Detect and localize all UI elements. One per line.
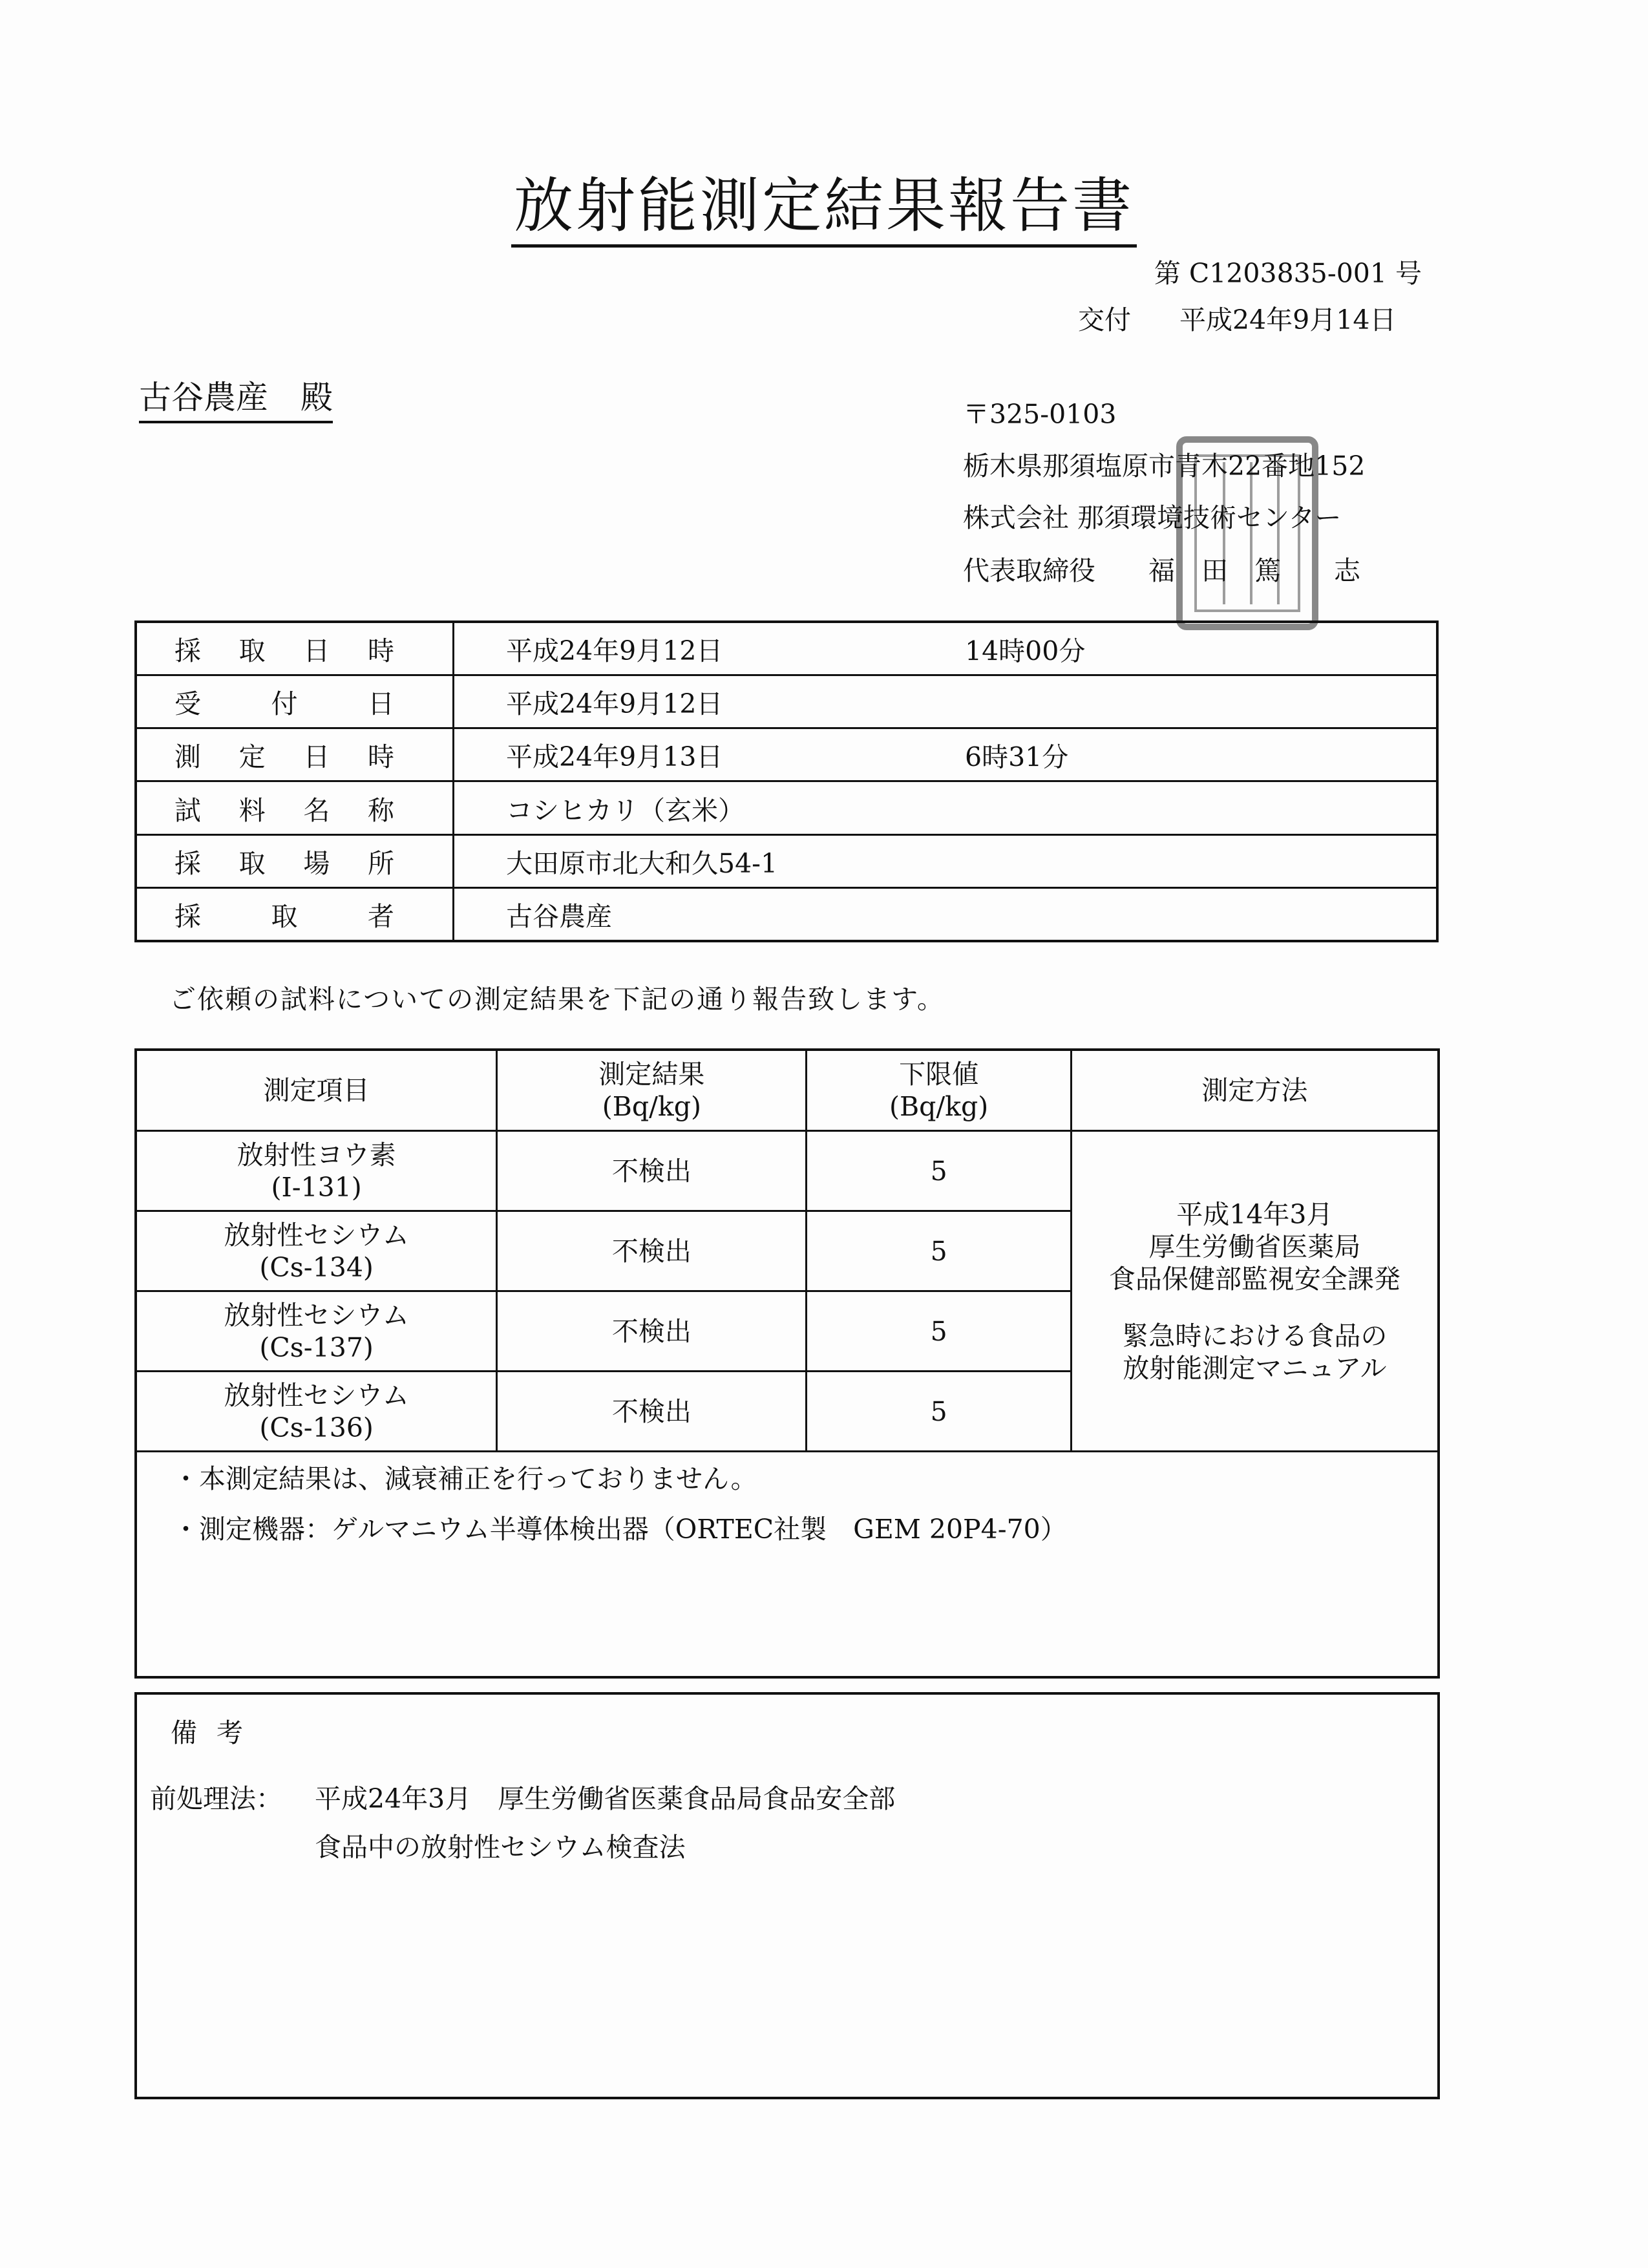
pretreatment-line: 食品中の放射性セシウム検査法 [315, 1832, 686, 1863]
nuclide-name: 放射性ヨウ素 [237, 1139, 396, 1171]
nuclide-code: (Cs-134) [259, 1251, 374, 1283]
sample-info-table [134, 620, 1439, 942]
addressee-honorific: 殿 [301, 379, 333, 416]
info-row-sampling-location [136, 834, 1437, 887]
pretreatment-label: 前処理法： [150, 1783, 282, 1814]
result-value: 不検出 [497, 1372, 807, 1452]
info-time: 14時00分 [965, 635, 1086, 667]
result-value: 不検出 [497, 1291, 807, 1372]
limit-value: 5 [807, 1211, 1071, 1291]
pretreatment-line: 平成24年3月 厚生労働省医薬食品局食品安全部 [315, 1783, 896, 1814]
result-value: 不検出 [497, 1131, 807, 1211]
result-value: 不検出 [497, 1211, 807, 1291]
note-decay-correction: ・本測定結果は、減衰補正を行っておりません。 [173, 1463, 757, 1494]
nuclide-code: (Cs-137) [259, 1331, 374, 1363]
info-label: 採取者 [174, 900, 394, 932]
nuclide-code: (Cs-136) [259, 1412, 374, 1443]
limit-value: 5 [807, 1131, 1071, 1211]
nuclide-name: 放射性セシウム [224, 1379, 409, 1411]
issuer-representative: 代表取締役 福 田 篤 志 [963, 555, 1360, 586]
header-result-unit: (Bq/kg) [602, 1091, 702, 1122]
method-line: 平成14年3月 [1176, 1198, 1333, 1230]
info-label: 試料名称 [174, 794, 394, 826]
header-item: 測定項目 [136, 1050, 497, 1131]
info-time: 6時31分 [965, 741, 1069, 773]
addressee-name: 古谷農産 [139, 379, 268, 416]
header-method: 測定方法 [1071, 1050, 1439, 1131]
nuclide-name: 放射性セシウム [224, 1299, 409, 1331]
report-number: 第 C1203835-001 号 [1154, 258, 1422, 289]
method-cell [1071, 1131, 1439, 1452]
remarks-box [134, 1692, 1440, 2099]
method-line: 放射能測定マニュアル [1123, 1352, 1387, 1384]
results-header-row [136, 1050, 1439, 1131]
results-table [134, 1048, 1440, 1679]
info-value: コシヒカリ（玄米） [506, 794, 745, 826]
header-limit: 下限値 [899, 1059, 979, 1090]
issue-date: 平成24年9月14日 [1179, 304, 1397, 335]
issuer-postal: 〒325-0103 [963, 399, 1117, 430]
info-label: 受付日 [174, 688, 394, 720]
info-row-measurement-datetime [136, 728, 1437, 781]
addressee [139, 372, 333, 423]
note-instrument: ・測定機器：ゲルマニウム半導体検出器（ORTEC社製 GEM 20P4-70） [173, 1514, 1067, 1545]
issue-label: 交付 [1078, 304, 1131, 335]
info-row-sampler [136, 887, 1437, 941]
result-row [136, 1131, 1439, 1211]
notes-row [136, 1452, 1439, 1678]
remarks-label: 備考 [171, 1717, 262, 1748]
info-row-sample-name [136, 781, 1437, 834]
method-line: 厚生労働省医薬局 [1148, 1231, 1361, 1262]
info-label: 採取日時 [174, 635, 394, 667]
info-value: 平成24年9月12日 [506, 635, 723, 667]
header-result: 測定結果 [598, 1059, 705, 1090]
nuclide-code: (I-131) [271, 1171, 362, 1203]
info-label: 測定日時 [174, 741, 394, 773]
info-label: 採取場所 [174, 847, 394, 879]
issuer-address: 栃木県那須塩原市青木22番地152 [963, 450, 1366, 482]
intro-text: ご依頼の試料についての測定結果を下記の通り報告致します。 [169, 984, 945, 1015]
method-line: 緊急時における食品の [1122, 1320, 1388, 1351]
document-title: 放射能測定結果報告書 [0, 158, 1648, 244]
info-value: 平成24年9月12日 [506, 688, 723, 720]
info-value: 平成24年9月13日 [506, 741, 723, 773]
info-row-sampling-datetime [136, 622, 1437, 675]
method-line: 食品保健部監視安全課発 [1108, 1263, 1400, 1295]
info-value: 古谷農産 [506, 900, 612, 932]
nuclide-name: 放射性セシウム [224, 1219, 409, 1251]
header-limit-unit: (Bq/kg) [889, 1091, 989, 1122]
limit-value: 5 [807, 1291, 1071, 1372]
info-value: 大田原市北大和久54-1 [506, 847, 778, 879]
limit-value: 5 [807, 1372, 1071, 1452]
issuer-company: 株式会社 那須環境技術センター [963, 502, 1342, 533]
info-row-reception-date [136, 675, 1437, 728]
